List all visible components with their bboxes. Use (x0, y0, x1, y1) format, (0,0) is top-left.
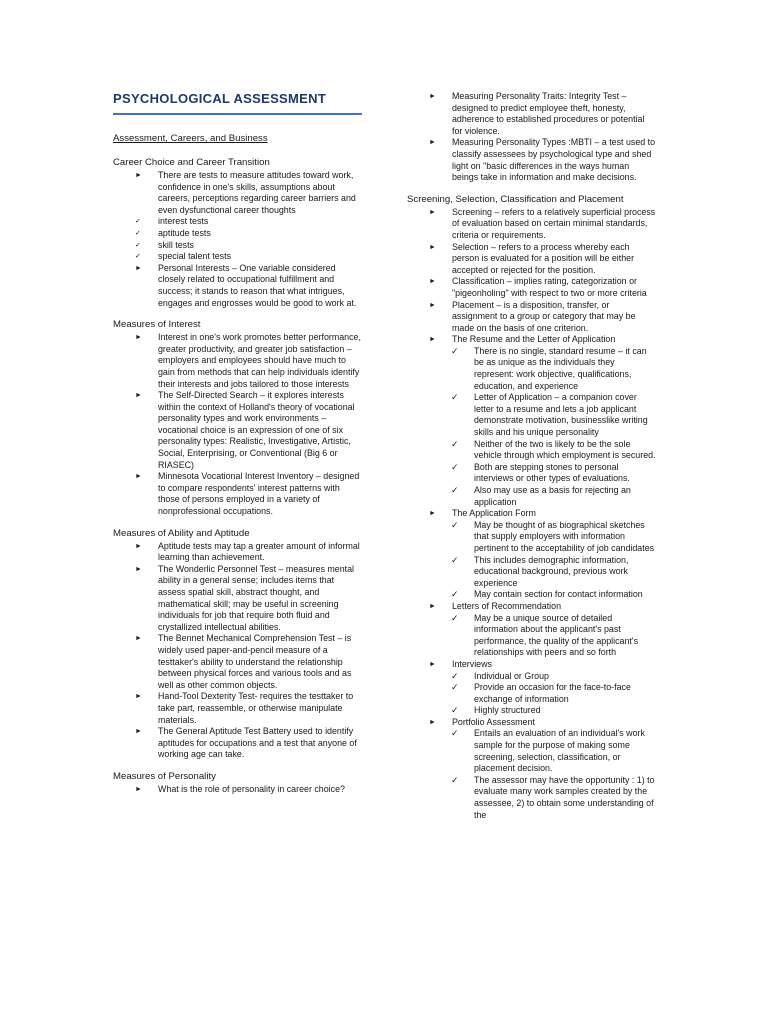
checkmark-bullet-icon: ✓ (451, 461, 459, 472)
arrow-bullet-icon: ► (429, 139, 436, 147)
title-underline (113, 113, 362, 115)
list-item-text: Neither of the two is likely to be the sole vehicle through which employment is secured. (474, 438, 656, 461)
checkmark-bullet-icon: ✓ (451, 682, 459, 693)
checkmark-bullet-icon: ✓ (135, 241, 141, 249)
list-item (113, 228, 363, 240)
checkmark-bullet-icon: ✓ (451, 485, 459, 495)
list-item (407, 659, 657, 671)
list-item-text: Minnesota Vocational Interest Inventory – designed to compare respondents' interest patterns with those of persons employed in a variety of nonprofessional occupations. (158, 471, 360, 517)
list-item-text: May contain section for contact information (474, 589, 643, 600)
checkmark-bullet-icon: ✓ (451, 728, 459, 739)
list-item-text: Measuring Personality Traits: Integrity Test – designed to predict employee theft, honesty, adherence to established procedures or potential for violence. (452, 91, 645, 136)
checkmark-bullet-icon: ✓ (451, 774, 459, 785)
arrow-bullet-icon: ► (135, 473, 142, 481)
bullet-list (407, 207, 657, 821)
list-item (407, 589, 657, 601)
list-item (407, 346, 657, 392)
section-heading: Measures of Interest (113, 319, 201, 331)
list-item (407, 682, 657, 705)
list-item (407, 717, 657, 729)
list-item (407, 601, 657, 613)
list-item (407, 207, 657, 242)
arrow-bullet-icon: ► (135, 172, 142, 179)
list-item (113, 251, 363, 263)
list-item (113, 332, 363, 390)
list-item-text: Placement – is a disposition, transfer, or assignment to a group or category that may be made on the basis of one criterion. (452, 299, 636, 333)
list-item-text: May be a unique source of detailed information about the applicant's past performance, the quality of the applicant's relationships with peers and so forth (474, 612, 639, 658)
arrow-bullet-icon: ► (135, 334, 142, 342)
list-item (407, 91, 657, 137)
section-heading: Measures of Personality (113, 770, 216, 782)
checkmark-bullet-icon: ✓ (451, 670, 459, 681)
list-item (113, 541, 363, 564)
list-item (407, 775, 657, 821)
bullet-list (113, 541, 363, 761)
list-item (113, 170, 363, 216)
list-item (407, 392, 657, 438)
arrow-bullet-icon: ► (135, 565, 142, 573)
list-item (407, 671, 657, 683)
list-item-text: special talent tests (158, 251, 232, 262)
section-heading: Career Choice and Career Transition (113, 157, 270, 168)
arrow-bullet-icon: ► (429, 510, 436, 518)
arrow-bullet-icon: ► (135, 728, 142, 736)
arrow-bullet-icon: ► (135, 542, 142, 550)
list-item-text: Both are stepping stones to personal interviews or other types of evaluations. (474, 461, 630, 484)
bullet-list (113, 784, 363, 796)
bullet-list (113, 332, 363, 518)
checkmark-bullet-icon: ✓ (451, 589, 459, 600)
list-item-text: There are tests to measure attitudes toward work, confidence in one's skills, assumptions about careers, perceptions regarding career barriers and even dysfunctional career thoughts (158, 170, 356, 215)
list-item-text: Aptitude tests may tap a greater amount of informal learning than achievement. (158, 540, 360, 563)
checkmark-bullet-icon: ✓ (451, 554, 459, 565)
list-item-text: Letter of Application – a companion cover letter to a resume and lets a job applicant demonstrate motivation, businesslike writing skills and his unique personality (474, 392, 648, 438)
arrow-bullet-icon: ► (135, 635, 142, 643)
arrow-bullet-icon: ► (135, 785, 142, 793)
arrow-bullet-icon: ► (429, 336, 436, 344)
checkmark-bullet-icon: ✓ (451, 519, 459, 530)
list-item (113, 564, 363, 634)
checkmark-bullet-icon: ✓ (135, 253, 141, 261)
bullet-list (407, 91, 657, 184)
list-item (113, 726, 363, 761)
arrow-bullet-icon: ► (135, 693, 142, 701)
arrow-bullet-icon: ► (429, 208, 436, 216)
list-item (113, 390, 363, 471)
right-sections (407, 91, 657, 821)
list-item (113, 216, 363, 228)
list-item-text: Classification – implies rating, categorization or "pigeonholing" with respect to two or more criteria (452, 276, 647, 298)
list-item-text: This includes demographic information, educational background, previous work experience (474, 554, 629, 588)
list-item (113, 263, 363, 309)
list-item (407, 242, 657, 277)
list-item-text: Personal Interests – One variable considered closely related to occupational fulfillment and success; it stands to reason that what intrigues, engages and engrosses would be good to work at. (158, 262, 357, 308)
checkmark-bullet-icon: ✓ (451, 392, 459, 403)
checkmark-bullet-icon: ✓ (135, 229, 141, 237)
list-item-text: The Application Form (452, 508, 536, 519)
list-item-text: May be thought of as biographical sketches that supply employers with information pertinent to the acceptability of job candidates (474, 519, 655, 553)
checkmark-bullet-icon: ✓ (451, 705, 459, 716)
list-item-text: The assessor may have the opportunity : 1) to evaluate many work samples created by the assessee, 2) to obtain some understanding of the (474, 774, 655, 820)
list-item (113, 633, 363, 691)
list-item (407, 613, 657, 659)
list-item-text: The Wonderlic Personnel Test – measures mental ability in a general sense; includes items that assess spatial skill, abstract thought, and mathematical skill; may be useful in screening individuals for job that require both fluid and crystallized intellectual abilities. (158, 563, 355, 632)
arrow-bullet-icon: ► (429, 660, 436, 668)
checkmark-bullet-icon: ✓ (451, 438, 459, 449)
list-item-text: Selection – refers to a process whereby each person is evaluated for a position will be either accepted or rejected for the position. (452, 241, 635, 275)
list-item-text: The General Aptitude Test Battery used to identify aptitudes for occupations and a test that anyone of working age can take. (158, 726, 357, 760)
list-item-text: Individual or Group (474, 670, 549, 681)
list-item (407, 520, 657, 555)
list-item (407, 508, 657, 520)
section-heading: Screening, Selection, Classification and Placement (407, 193, 624, 205)
document-subtitle: Assessment, Careers, and Business (113, 133, 268, 144)
list-item (407, 334, 657, 346)
list-item-text: The Resume and the Letter of Application (452, 334, 616, 345)
list-item-text: What is the role of personality in career choice? (158, 783, 345, 794)
arrow-bullet-icon: ► (429, 602, 436, 610)
list-item (407, 300, 657, 335)
list-item-text: Interest in one's work promotes better performance, greater productivity, and greater job satisfaction – employers and employees should have much to gain from methods that can help individuals identify their interests and jobs tailored to those interests (158, 332, 361, 389)
list-item-text: Entails an evaluation of an individual's work sample for the purpose of making some screening, selection, classification, or placement decision. (474, 728, 645, 774)
checkmark-bullet-icon: ✓ (451, 345, 459, 356)
list-item-text: skill tests (158, 239, 194, 250)
list-item (113, 240, 363, 252)
list-item-text: Interviews (452, 658, 492, 669)
list-item-text: Screening – refers to a relatively superficial process of evaluation based on certain minimal standards, criteria or requirements. (452, 206, 656, 240)
list-item (407, 137, 657, 183)
list-item (113, 471, 363, 517)
list-item (407, 485, 657, 508)
section-heading: Measures of Ability and Aptitude (113, 527, 250, 539)
list-item (407, 462, 657, 485)
list-item-text: Letters of Recommendation (452, 600, 562, 611)
bullet-list (113, 170, 363, 309)
arrow-bullet-icon: ► (429, 301, 436, 309)
list-item-text: Provide an occasion for the face-to-face exchange of information (474, 682, 631, 704)
list-item (407, 276, 657, 299)
document-title: PSYCHOLOGICAL ASSESSMENT (113, 91, 327, 106)
arrow-bullet-icon: ► (429, 278, 436, 286)
arrow-bullet-icon: ► (429, 718, 436, 726)
arrow-bullet-icon: ► (429, 243, 436, 251)
checkmark-bullet-icon: ✓ (451, 612, 459, 623)
right-column (407, 91, 657, 821)
list-item-text: The Self-Directed Search – it explores interests within the context of Holland's theory of vocational personality types and work environments – vocational choice is an expression of one of six personality types: Realistic, Investigative, Artistic, Social, Enterprising, or Conventional (Big 6 or RIASEC) (158, 390, 355, 470)
left-column (113, 91, 363, 796)
arrow-bullet-icon: ► (429, 93, 436, 100)
list-item-text: aptitude tests (158, 227, 211, 238)
list-item-text: Also may use as a basis for rejecting an application (474, 485, 631, 507)
list-item (407, 555, 657, 590)
list-item (407, 439, 657, 462)
list-item-text: Measuring Personality Types :MBTI – a test used to classify assessees by psychological type and shed light on "basic differences in the ways human beings take in information and make decisions. (452, 137, 656, 183)
list-item (113, 691, 363, 726)
list-item-text: The Bennet Mechanical Comprehension Test – is widely used paper-and-pencil measure of a testtaker's ability to understand the relationship between physical forces and various tools and as well as other common objects. (158, 633, 352, 690)
list-item-text: Hand-Tool Dexterity Test- requires the testtaker to take part, reassemble, or otherwise manipulate materials. (158, 691, 354, 725)
list-item-text: Portfolio Assessment (452, 716, 535, 727)
list-item-text: interest tests (158, 216, 209, 227)
list-item (113, 784, 363, 796)
arrow-bullet-icon: ► (135, 264, 142, 272)
list-item (407, 728, 657, 774)
list-item (407, 705, 657, 717)
left-sections (113, 157, 363, 796)
list-item-text: There is no single, standard resume – it can be as unique as the individuals they represent: work objective, qualifications, education, and experience (474, 345, 647, 391)
arrow-bullet-icon: ► (135, 392, 142, 400)
list-item-text: Highly structured (474, 705, 541, 716)
checkmark-bullet-icon: ✓ (135, 218, 141, 226)
